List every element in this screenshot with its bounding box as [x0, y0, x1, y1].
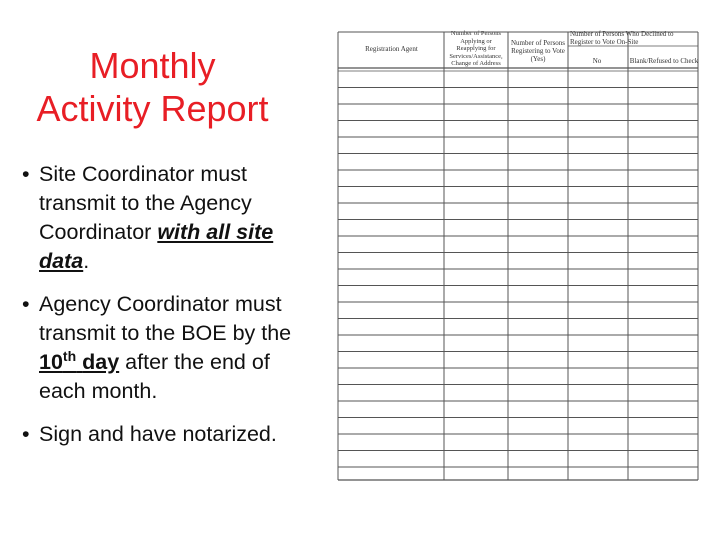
deadline-day-suffix: th: [62, 347, 77, 364]
bullet-marker: •: [22, 422, 30, 446]
title-line-1: Monthly: [89, 45, 216, 86]
form-header-blank-refused: Blank/Refused to Check: [629, 57, 699, 65]
form-header-no: No: [592, 57, 602, 65]
deadline-day-word: day: [82, 350, 120, 374]
bullet-agency-coordinator: [22, 290, 322, 406]
activity-report-form: [336, 28, 700, 482]
title-line-2: Activity Report: [36, 88, 269, 129]
bullet-sign-notarize: [22, 420, 322, 449]
bullet-1-end: .: [83, 249, 90, 273]
bullet-1-text: Site Coordinator must transmit to the Agency Coordinator: [39, 162, 252, 244]
bullet-3-text: Sign and have notarized.: [39, 422, 277, 446]
slide-title: [10, 44, 295, 130]
form-header-registration-agent: Registration Agent: [365, 45, 418, 53]
bullet-site-coordinator: [22, 160, 322, 276]
bullet-marker: •: [22, 162, 30, 186]
form-header-persons-applying: Number of Persons Applying or Reapplying for Services/Assistance, Change of Address: [449, 30, 503, 67]
bullet-list: [22, 160, 322, 463]
deadline-day: [39, 347, 120, 374]
form-header-persons-registering: Number of Persons Registering to Vote (Yes): [510, 39, 566, 63]
bullet-2-end: after the end of each month.: [39, 350, 270, 403]
bullet-1-emphasis: with all site data: [39, 220, 274, 273]
bullet-marker: •: [22, 292, 30, 316]
bullet-2-text: Agency Coordinator must transmit to the BOE by the: [39, 292, 292, 345]
form-grid: [336, 28, 700, 482]
deadline-day-number: 10: [39, 350, 63, 374]
form-header-declined-group: Number of Persons Who Declined to Register to Vote On-Site: [570, 30, 674, 46]
